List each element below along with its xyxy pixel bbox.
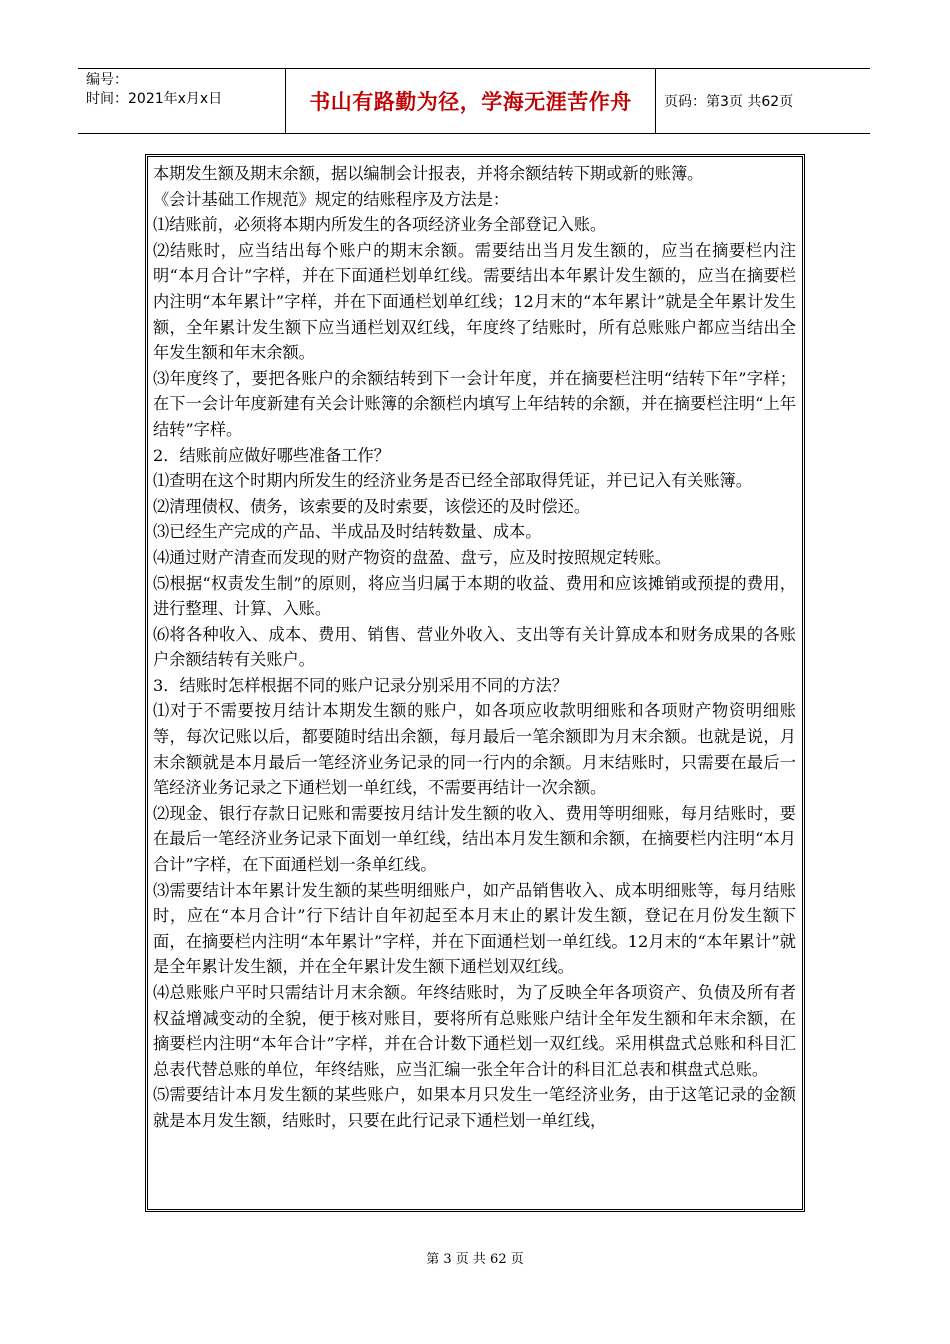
header-motto: 书山有路勤为径，学海无涯苦作舟 [286, 69, 656, 133]
header-page-label: 页码：第3页 共62页 [664, 94, 794, 110]
paragraph: ⑷通过财产清查而发现的财产物资的盘盈、盘亏，应及时按照规定转账。 [153, 547, 671, 567]
paragraph: 本期发生额及期末余额，据以编制会计报表，并将余额结转下期或新的账簿。 [153, 164, 704, 183]
page-footer: 第 3 页 共 62 页 [426, 1252, 524, 1267]
paragraph: ⑶已经生产完成的产品、半成品及时结转数量、成本。 [153, 522, 542, 542]
paragraph: ⑶需要结计本年累计发生额的某些明细账户，如产品销售收入、成本明细账等，每月结账时，应在“本月合计”行下结计自年初起至本月末止的累计发生额，登记在月份发生额下面，在摘要栏内注明“本年累计”字样，并在下面通栏划一单红线。12月末的“本年累计”就是全年累计发生额，并在全年累计发生额下通栏划双红线。 [153, 880, 796, 977]
document-body [148, 157, 802, 1134]
paragraph: ⑶年度终了，要把各账户的余额结转到下一会计年度，并在摘要栏注明“结转下年”字样；在下一会计年度新建有关会计账簿的余额栏内填写上年结转的余额，并在摘要栏注明“上年结转”字样。 [153, 368, 796, 439]
serial-label: 编号： [86, 72, 128, 88]
section-heading: 3．结账时怎样根据不同的账户记录分别采用不同的方法？ [153, 675, 568, 695]
paragraph: ⑸根据“权责发生制”的原则，将应当归属于本期的收益、费用和应该摊销或预提的费用，进行整理、计算、入账。 [153, 573, 796, 619]
time-label: 时间：2021年x月x日 [86, 91, 223, 107]
section-heading: 2．结账前应做好哪些准备工作？ [153, 445, 390, 465]
paragraph: ⑴结账前，必须将本期内所发生的各项经济业务全部登记入账。 [153, 215, 607, 235]
content-frame [147, 156, 803, 1210]
paragraph: ⑵结账时，应当结出每个账户的期末余额。需要结出当月发生额的，应当在摘要栏内注明“本月合计”字样，并在下面通栏划单红线。需要结出本年累计发生额的，应当在摘要栏内注明“本年累计”字样，并在下面通栏划单红线；12月末的“本年累计”就是全年累计发生额，全年累计发生额下应当通栏划双红线，年度终了结账时，所有总账账户都应当结出全年发生额和年末余额。 [153, 240, 796, 363]
paragraph: ⑷总账账户平时只需结计月末余额。年终结账时，为了反映全年各项资产、负债及所有者权益增减变动的全貌，便于核对账目，要将所有总账账户结计全年发生额和年末余额，在摘要栏内注明“本年合计”字样，并在合计数下通栏划一双红线。采用棋盘式总账和科目汇总表代替总账的单位，年终结账，应当汇编一张全年合计的科目汇总表和棋盘式总账。 [153, 983, 796, 1079]
paragraph: 《会计基础工作规范》规定的结账程序及方法是： [153, 189, 510, 209]
page-header [78, 68, 870, 134]
paragraph: ⑵清理债权、债务，该索要的及时索要，该偿还的及时偿还。 [153, 496, 591, 516]
paragraph: ⑴查明在这个时期内所发生的经济业务是否已经全部取得凭证，并已记入有关账簿。 [153, 471, 752, 491]
paragraph: ⑸需要结计本月发生额的某些账户，如果本月只发生一笔经济业务，由于这笔记录的金额就是本月发生额，结账时，只要在此行记录下通栏划一单红线， [153, 1085, 796, 1130]
paragraph: ⑵现金、银行存款日记账和需要按月结计发生额的收入、费用等明细账，每月结账时，要在最后一笔经济业务记录下面划一单红线，结出本月发生额和余额，在摘要栏内注明“本月合计”字样，在下面通栏划一条单红线。 [153, 803, 796, 875]
header-meta [78, 69, 286, 133]
paragraph: ⑹将各种收入、成本、费用、销售、营业外收入、支出等有关计算成本和财务成果的各账户余额结转有关账户。 [153, 624, 796, 670]
paragraph: ⑴对于不需要按月结计本期发生额的账户，如各项应收款明细账和各项财产物资明细账等，每次记账以后，都要随时结出余额，每月最后一笔余额即为月末余额。也就是说，月末余额就是本月最后一笔经济业务记录的同一行内的余额。月末结账时，只需要在最后一笔经济业务记录之下通栏划一单红线，不需要再结计一次余额。 [153, 701, 796, 798]
